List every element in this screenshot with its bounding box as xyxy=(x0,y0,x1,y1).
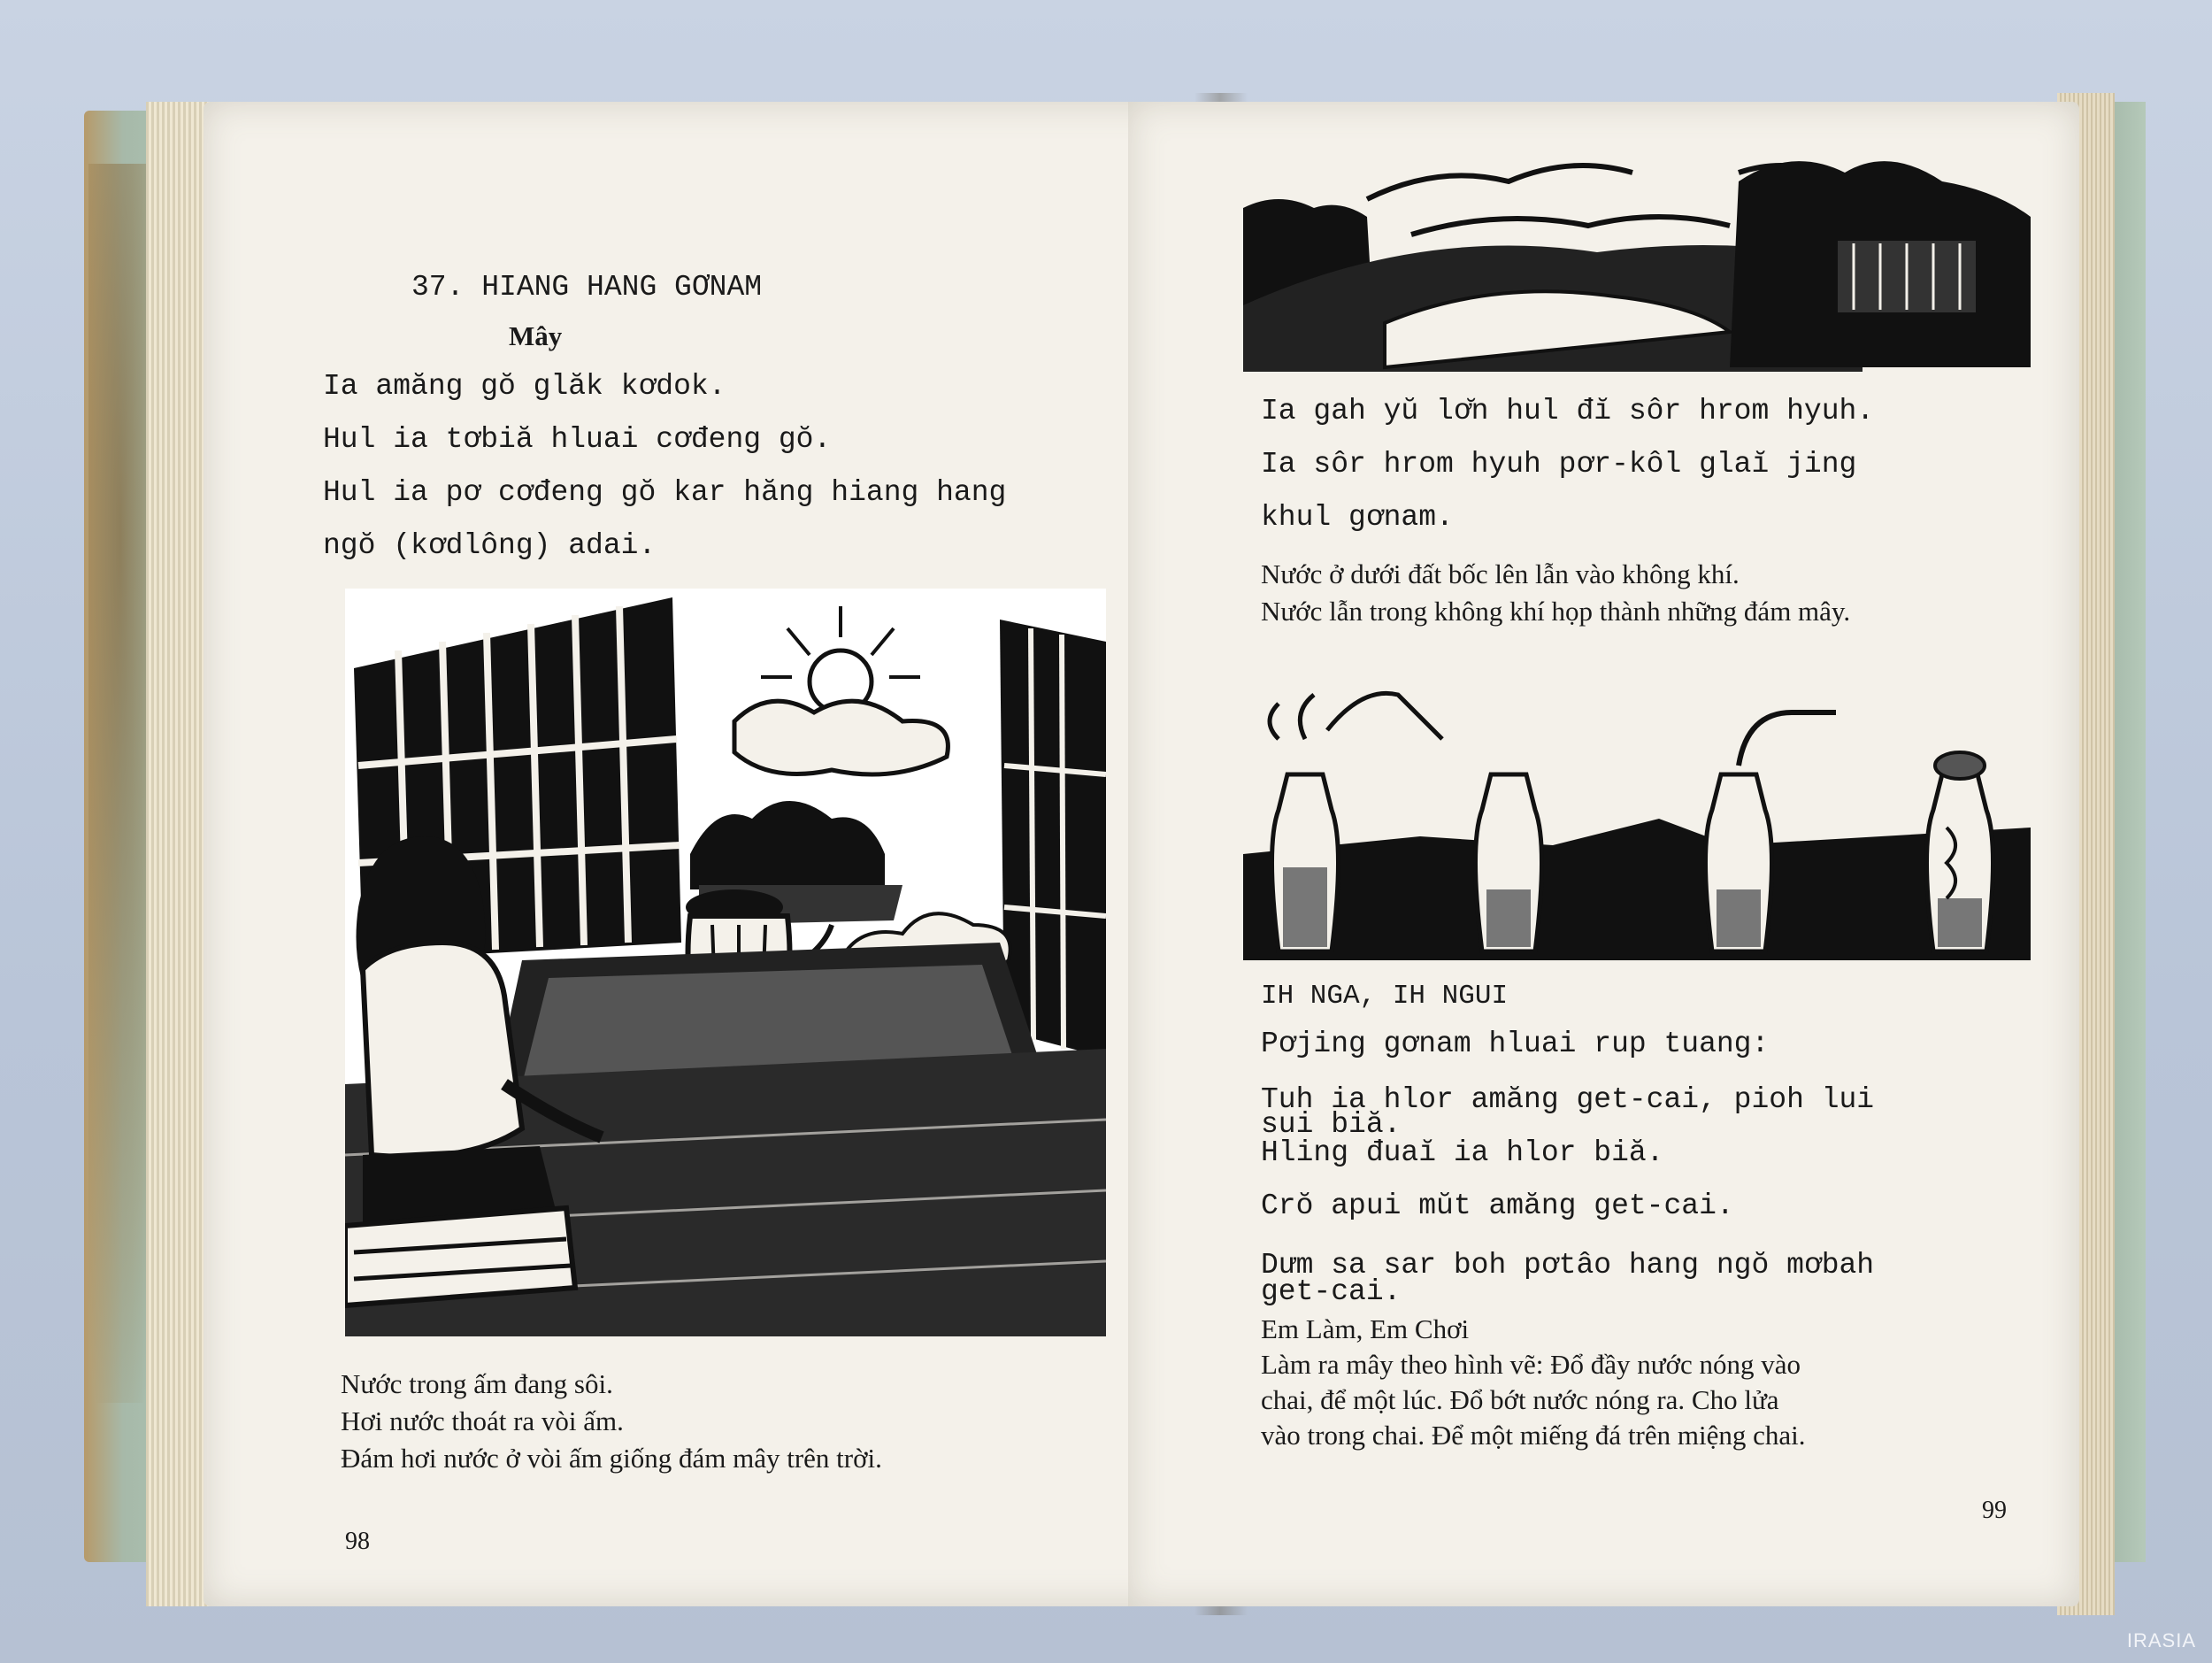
viet-title: Em Làm, Em Chơi xyxy=(1261,1313,1470,1344)
step-line: sui biă. xyxy=(1261,1108,1402,1141)
step-line: get-cai. xyxy=(1261,1275,1402,1308)
text-line: Ia sôr hrom hyuh pơr-kôl glaĭ jing xyxy=(1261,448,1857,481)
illustration-girl-kettle xyxy=(345,589,1106,1336)
section-title: IH NGA, IH NGUI xyxy=(1261,981,1509,1012)
viet-instruction-line: Làm ra mây theo hình vẽ: Đổ đầy nước nóng vào xyxy=(1261,1349,1801,1380)
watermark: IRASIA xyxy=(2126,1629,2196,1651)
viet-instruction-line: vào trong chai. Để một miếng đá trên miệng chai. xyxy=(1261,1420,1806,1451)
text-line: Hul ia tơbiă hluai cơđeng gŏ. xyxy=(323,423,832,456)
text-line: Ia amăng gŏ glăk kơdok. xyxy=(323,370,726,403)
page-number: 98 xyxy=(345,1528,370,1555)
caption-line: Hơi nước thoát ra vòi ấm. xyxy=(341,1405,624,1436)
instructions: Pơjing gơnam hluai rup tuang: xyxy=(1261,1028,1770,1060)
illustration-landscape-clouds xyxy=(1243,146,2031,372)
viet-line: Nước lẫn trong không khí họp thành những đám mây. xyxy=(1261,596,1851,627)
open-book xyxy=(84,84,2146,1628)
text-line: ngŏ (kơdlông) adai. xyxy=(323,529,657,562)
viet-instruction-line: chai, để một lúc. Đổ bớt nước nóng ra. Cho lửa xyxy=(1261,1384,1779,1415)
page-number: 99 xyxy=(1982,1497,2007,1524)
text-line: Ia gah yŭ lơ̆n hul đĭ sôr hrom hyuh. xyxy=(1261,395,1875,427)
viet-line: Nước ở dưới đất bốc lên lẫn vào không khí. xyxy=(1261,558,1740,589)
illustration-bottles xyxy=(1243,633,2031,960)
text-line: khul gơnam. xyxy=(1261,501,1454,534)
left-page xyxy=(204,102,1217,1606)
step-line: Hling đuaĭ ia hlor biă. xyxy=(1261,1136,1664,1169)
step-line: Crŏ apui mŭt amăng get-cai. xyxy=(1261,1190,1734,1222)
lesson-title: 37. HIANG HANG GƠNAM xyxy=(411,271,763,304)
step-line: Dưm sa sar boh pơtâo hang ngŏ mơbah xyxy=(1261,1249,1875,1282)
caption-line: Đám hơi nước ở vòi ấm giống đám mây trên trời. xyxy=(341,1443,882,1474)
caption-line: Nước trong ấm đang sôi. xyxy=(341,1368,613,1399)
step-line: Tuh ia hlor amăng get-cai, pioh lui xyxy=(1261,1083,1875,1116)
text-line: Hul ia pơ cơđeng gŏ kar hăng hiang hang xyxy=(323,476,1007,509)
lesson-subtitle: Mây xyxy=(509,320,563,351)
right-page xyxy=(1128,102,2079,1606)
